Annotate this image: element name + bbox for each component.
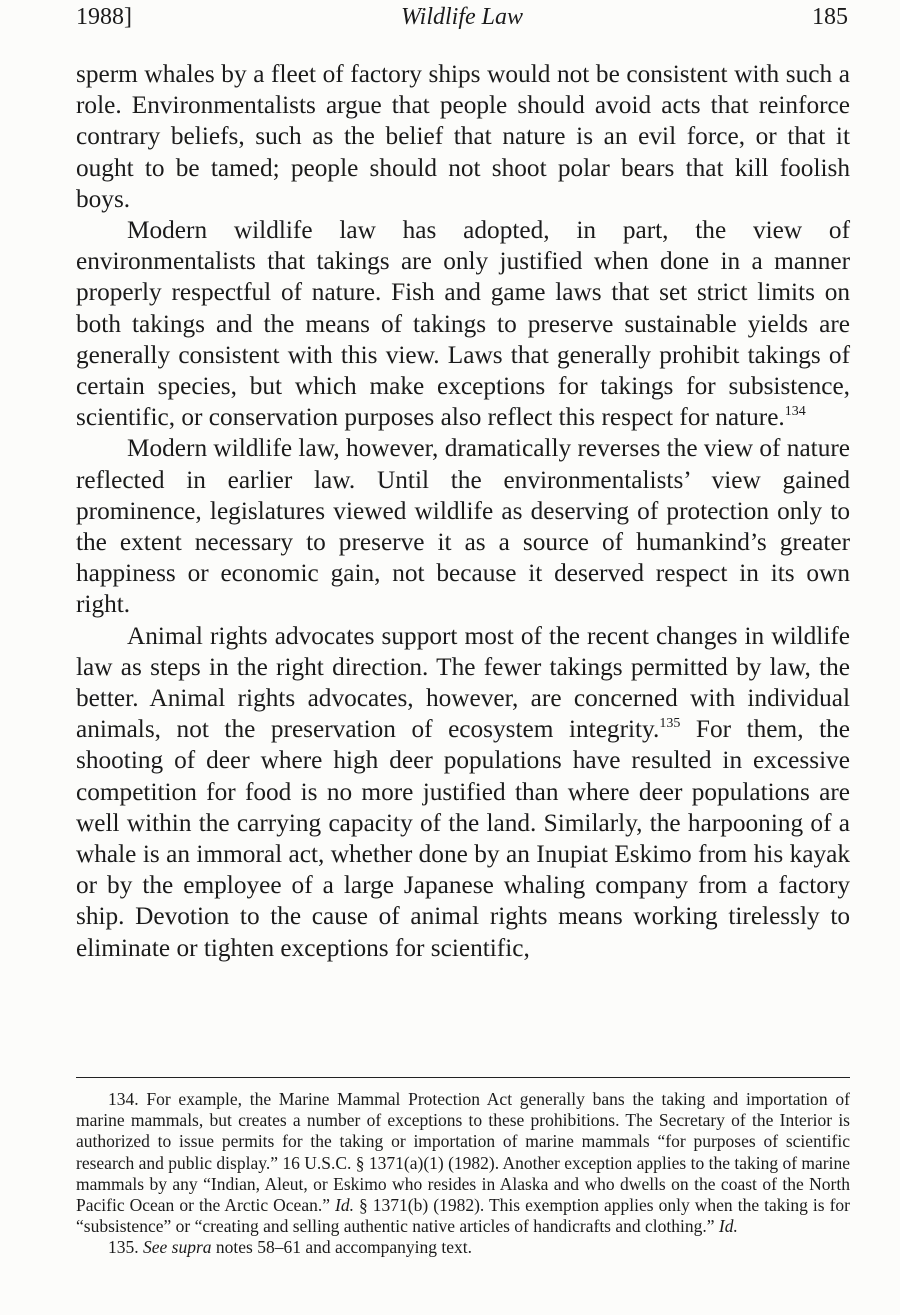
footnote-134-id-1: Id. — [335, 1195, 354, 1216]
journal-year: 1988] — [76, 4, 132, 30]
running-title: Wildlife Law — [400, 4, 523, 30]
footnote-134-id-2: Id. — [718, 1216, 738, 1237]
body-text — [76, 59, 850, 964]
paragraph-4-text-a: Animal rights advocates support most of the recent changes in wildlife law as steps in the right direction. The fewer takings permitted by law, the better. Animal rights advocates, however, are concerned with individual animals, not the preservation of ecosystem integrity. — [76, 621, 850, 744]
footnote-ref-134: 134 — [784, 404, 806, 420]
paragraph-3: Modern wildlife law, however, dramatically reverses the view of nature reflected in earlier law. Until the environmentalists’ view gained prominence, legislatures viewed wildlife as deserving of protection only to the extent necessary to preserve it as a source of humankind’s greater happiness or economic gain, not because it deserved respect in its own right. — [76, 434, 850, 619]
footnote-134-text-a: 134. For example, the Marine Mammal Protection Act generally bans the taking and importation of marine mammals, but creates a number of exceptions to these prohibitions. The Secretary of the Interior is authorized to issue permits for the taking or importation of marine mammals “for purposes of scientific research and public display.” 16 U.S.C. § 1371(a)(1) (1982). Another exception applies to the taking of marine mammals by any “Indian, Aleut, or Eskimo who resides in Alaska and who dwells on the coast of the North Pacific Ocean or the Arctic Ocean.” — [76, 1089, 850, 1216]
running-head — [76, 2, 848, 32]
footnote-divider — [76, 1077, 850, 1078]
paragraph-4 — [76, 621, 850, 964]
paragraph-4-text-b: For them, the shooting of deer where high deer populations have resulted in excessive competition for food is no more justified than where deer populations are well within the carrying capacity of the land. Similarly, the harpooning of a whale is an immoral act, whether done by an Inupiat Eskimo from his kayak or by the employee of a large Japanese whaling company from a factory ship. Devotion to the cause of animal rights means working tirelessly to eliminate or tighten exceptions for scientific, — [76, 715, 850, 962]
footnote-134-text-b: § 1371(b) (1982). This exemption applies only when the taking is for “subsistence” or “creating and selling authentic native articles of handicrafts and clothing.” — [76, 1195, 851, 1237]
footnote-135 — [76, 1237, 850, 1258]
footnotes — [76, 1089, 850, 1259]
footnote-135-number: 135. — [108, 1237, 143, 1258]
footnote-135-text: notes 58–61 and accompanying text. — [211, 1237, 473, 1258]
footnote-134 — [76, 1089, 850, 1237]
footnote-135-signal: See supra — [143, 1237, 212, 1258]
paragraph-2 — [76, 215, 850, 433]
paragraph-1: sperm whales by a fleet of factory ships would not be consistent with such a role. Environmentalists argue that people should avoid acts that reinforce contrary beliefs, such as the belief that nature is an evil force, or that it ought to be tamed; people should not shoot polar bears that kill foolish boys. — [76, 60, 850, 213]
paragraph-2-text: Modern wildlife law has adopted, in part, the view of environmentalists that takings are only justified when done in a manner properly respectful of nature. Fish and game laws that set strict limits on both takings and the means of takings to preserve sustainable yields are generally consistent with this view. Laws that generally prohibit takings of certain species, but which make exceptions for takings for subsistence, scientific, or conservation purposes also reflect this respect for nature. — [76, 216, 850, 432]
footnote-ref-135: 135 — [659, 716, 681, 732]
page-number: 185 — [812, 4, 848, 30]
